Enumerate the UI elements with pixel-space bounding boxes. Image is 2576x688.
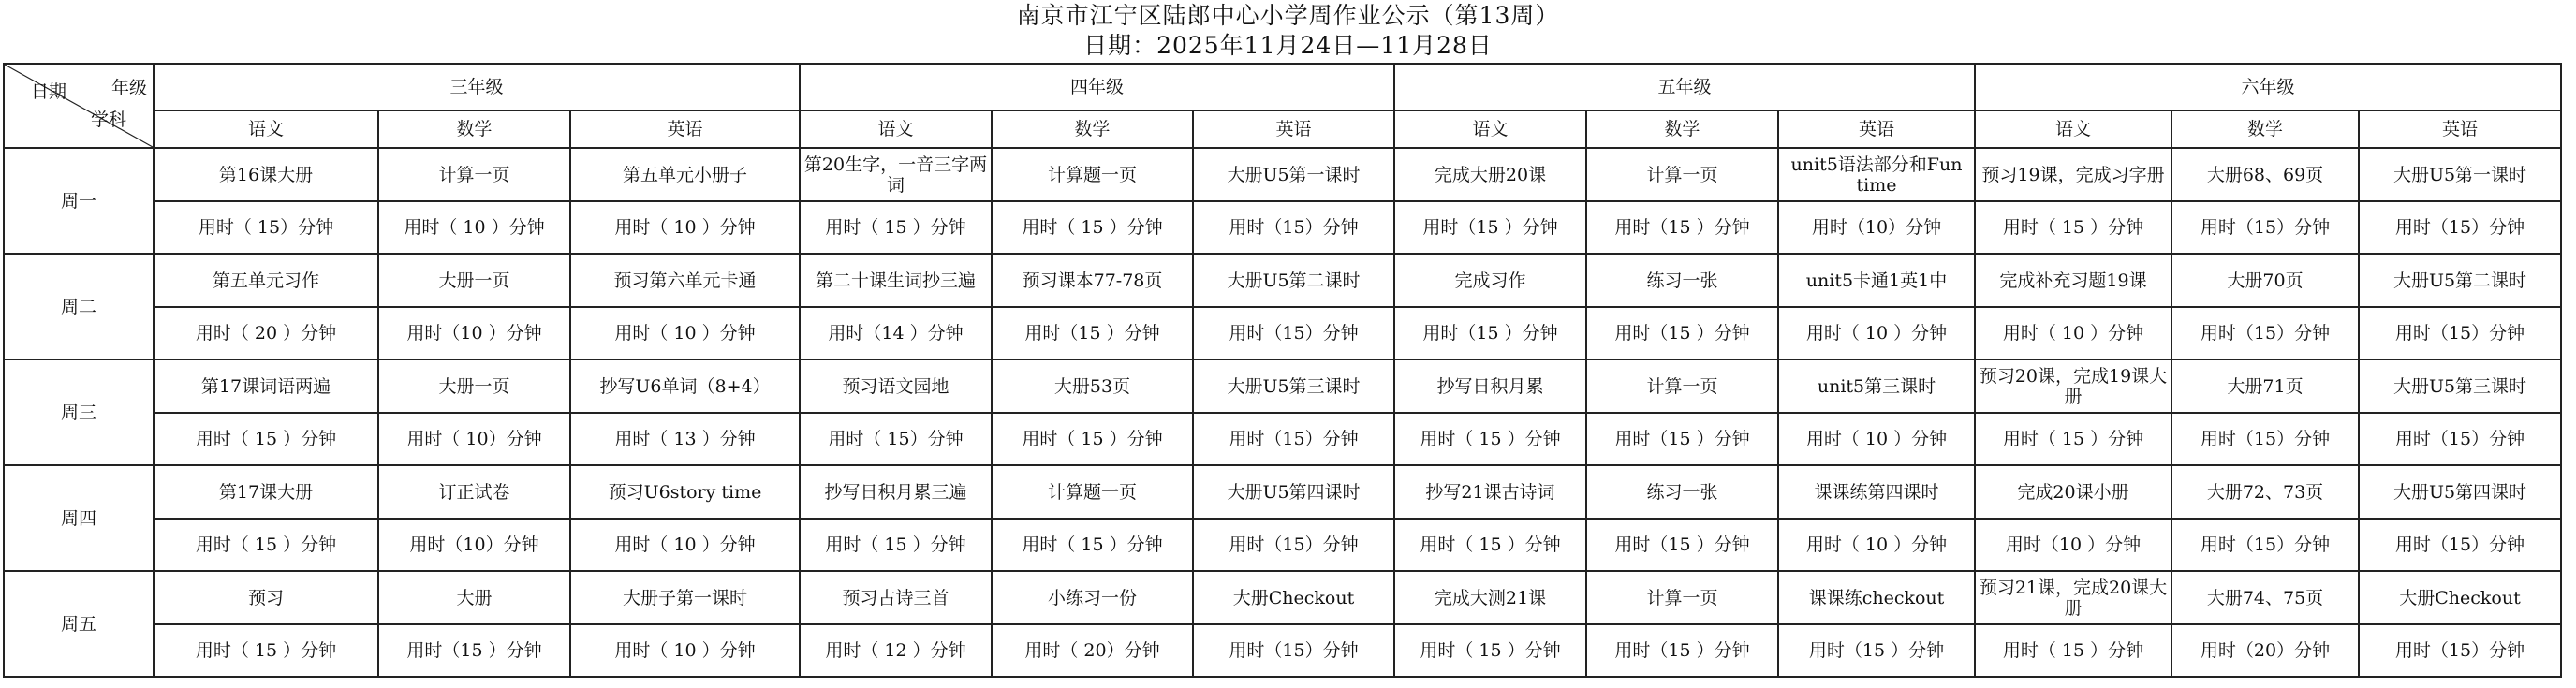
subject-header: 数学 bbox=[1586, 110, 1778, 148]
time-cell: 用时（15）分钟 bbox=[2359, 201, 2561, 254]
task-cell: 大册Checkout bbox=[1193, 571, 1394, 624]
time-cell: 用时（ 15）分钟 bbox=[154, 201, 378, 254]
time-cell: 用时（ 15 ）分钟 bbox=[1394, 413, 1586, 465]
time-cell: 用时（ 15 ）分钟 bbox=[992, 519, 1193, 571]
task-cell: 大册74、75页 bbox=[2171, 571, 2359, 624]
task-cell: 大册53页 bbox=[992, 359, 1193, 413]
corner-date-label: 日期 bbox=[31, 81, 67, 102]
time-cell: 用时（ 10 ）分钟 bbox=[1778, 519, 1975, 571]
day-label: 周四 bbox=[4, 465, 154, 571]
time-cell: 用时（ 15 ）分钟 bbox=[992, 413, 1193, 465]
task-row bbox=[4, 359, 2561, 413]
time-cell: 用时（15）分钟 bbox=[2359, 624, 2561, 677]
task-cell: 完成20课小册 bbox=[1975, 465, 2171, 519]
time-cell: 用时（ 15 ）分钟 bbox=[992, 201, 1193, 254]
subject-header: 英语 bbox=[2359, 110, 2561, 148]
task-cell: 计算一页 bbox=[1586, 571, 1778, 624]
task-cell: 抄写日积月累 bbox=[1394, 359, 1586, 413]
time-cell: 用时（ 15 ）分钟 bbox=[154, 624, 378, 677]
time-cell: 用时（15）分钟 bbox=[2171, 413, 2359, 465]
task-cell: 计算一页 bbox=[378, 148, 570, 201]
time-cell: 用时（10）分钟 bbox=[1778, 201, 1975, 254]
time-cell: 用时（15 ）分钟 bbox=[1586, 413, 1778, 465]
time-cell: 用时（ 10 ）分钟 bbox=[570, 201, 800, 254]
task-cell: 计算一页 bbox=[1586, 359, 1778, 413]
grade-header: 三年级 bbox=[154, 64, 800, 110]
time-row bbox=[4, 201, 2561, 254]
time-cell: 用时（ 20）分钟 bbox=[992, 624, 1193, 677]
time-cell: 用时（ 15 ）分钟 bbox=[1975, 201, 2171, 254]
time-cell: 用时（15 ）分钟 bbox=[378, 624, 570, 677]
task-cell: 第五单元小册子 bbox=[570, 148, 800, 201]
time-cell: 用时（14 ）分钟 bbox=[800, 307, 992, 359]
task-row bbox=[4, 465, 2561, 519]
task-cell: 预习20课，完成19课大册 bbox=[1975, 359, 2171, 413]
time-cell: 用时（ 10 ）分钟 bbox=[378, 201, 570, 254]
time-cell: 用时（15）分钟 bbox=[1193, 307, 1394, 359]
day-label: 周三 bbox=[4, 359, 154, 465]
task-cell: 完成大册20课 bbox=[1394, 148, 1586, 201]
task-cell: 抄写U6单词（8+4） bbox=[570, 359, 800, 413]
day-label: 周二 bbox=[4, 254, 154, 359]
time-cell: 用时（15 ）分钟 bbox=[1586, 624, 1778, 677]
time-cell: 用时（15）分钟 bbox=[1193, 201, 1394, 254]
subject-header: 数学 bbox=[992, 110, 1193, 148]
task-cell: 课课练checkout bbox=[1778, 571, 1975, 624]
time-cell: 用时（ 15 ）分钟 bbox=[1394, 624, 1586, 677]
time-cell: 用时（15）分钟 bbox=[1193, 413, 1394, 465]
task-cell: 大册 bbox=[378, 571, 570, 624]
task-cell: 第16课大册 bbox=[154, 148, 378, 201]
task-cell: 完成大测21课 bbox=[1394, 571, 1586, 624]
day-label: 周一 bbox=[4, 148, 154, 254]
time-cell: 用时（ 13 ）分钟 bbox=[570, 413, 800, 465]
grade-header: 六年级 bbox=[1975, 64, 2561, 110]
time-cell: 用时（ 15 ）分钟 bbox=[154, 413, 378, 465]
task-cell: 抄写21课古诗词 bbox=[1394, 465, 1586, 519]
subject-header: 英语 bbox=[1193, 110, 1394, 148]
time-cell: 用时（ 10 ）分钟 bbox=[1975, 307, 2171, 359]
time-cell: 用时（15）分钟 bbox=[2359, 307, 2561, 359]
task-cell: 完成习作 bbox=[1394, 254, 1586, 307]
date-range: 日期：2025年11月24日—11月28日 bbox=[1083, 32, 1493, 59]
task-row bbox=[4, 571, 2561, 624]
grade-header: 五年级 bbox=[1394, 64, 1975, 110]
subject-header: 语文 bbox=[800, 110, 992, 148]
task-cell: 第五单元习作 bbox=[154, 254, 378, 307]
subject-header: 语文 bbox=[154, 110, 378, 148]
time-cell: 用时（ 10 ）分钟 bbox=[1778, 413, 1975, 465]
time-cell: 用时（ 12 ）分钟 bbox=[800, 624, 992, 677]
task-row bbox=[4, 254, 2561, 307]
corner-grade-label: 年级 bbox=[110, 78, 147, 98]
time-cell: 用时（ 15 ）分钟 bbox=[1394, 519, 1586, 571]
task-cell: 大册U5第四课时 bbox=[2359, 465, 2561, 519]
task-cell: 大册U5第一课时 bbox=[2359, 148, 2561, 201]
task-cell: unit5卡通1英1中 bbox=[1778, 254, 1975, 307]
task-cell: 预习U6story time bbox=[570, 465, 800, 519]
task-cell: 预习语文园地 bbox=[800, 359, 992, 413]
task-cell: 预习古诗三首 bbox=[800, 571, 992, 624]
homework-table bbox=[3, 63, 2562, 678]
task-cell: 大册U5第二课时 bbox=[1193, 254, 1394, 307]
task-cell: 大册U5第四课时 bbox=[1193, 465, 1394, 519]
subject-header: 语文 bbox=[1394, 110, 1586, 148]
time-cell: 用时（ 15 ）分钟 bbox=[1975, 413, 2171, 465]
corner-subject-label: 学科 bbox=[90, 110, 126, 130]
time-cell: 用时（15 ）分钟 bbox=[1586, 519, 1778, 571]
task-cell: 订正试卷 bbox=[378, 465, 570, 519]
time-cell: 用时（10）分钟 bbox=[378, 519, 570, 571]
subject-header: 语文 bbox=[1975, 110, 2171, 148]
time-cell: 用时（15 ）分钟 bbox=[1586, 307, 1778, 359]
time-cell: 用时（20）分钟 bbox=[2171, 624, 2359, 677]
time-cell: 用时（ 10 ）分钟 bbox=[1778, 307, 1975, 359]
task-cell: 第二十课生词抄三遍 bbox=[800, 254, 992, 307]
task-cell: 预习21课，完成20课大册 bbox=[1975, 571, 2171, 624]
time-cell: 用时（ 15 ）分钟 bbox=[154, 519, 378, 571]
subject-header-row bbox=[4, 110, 2561, 148]
task-cell: 大册一页 bbox=[378, 254, 570, 307]
time-cell: 用时（15）分钟 bbox=[2171, 519, 2359, 571]
time-cell: 用时（15）分钟 bbox=[2171, 201, 2359, 254]
page-title: 南京市江宁区陆郎中心小学周作业公示（第13周） bbox=[1016, 2, 1560, 29]
subject-header: 数学 bbox=[378, 110, 570, 148]
task-cell: 预习课本77-78页 bbox=[992, 254, 1193, 307]
corner-cell bbox=[4, 64, 154, 148]
task-cell: unit5语法部分和Fun time bbox=[1778, 148, 1975, 201]
task-cell: 计算题一页 bbox=[992, 148, 1193, 201]
task-cell: 计算一页 bbox=[1586, 148, 1778, 201]
task-cell: 练习一张 bbox=[1586, 254, 1778, 307]
homework-body bbox=[4, 148, 2561, 677]
task-cell: 大册U5第二课时 bbox=[2359, 254, 2561, 307]
time-cell: 用时（ 10 ）分钟 bbox=[570, 624, 800, 677]
task-cell: 练习一张 bbox=[1586, 465, 1778, 519]
time-row bbox=[4, 624, 2561, 677]
time-cell: 用时（ 20 ）分钟 bbox=[154, 307, 378, 359]
task-cell: 大册68、69页 bbox=[2171, 148, 2359, 201]
time-cell: 用时（15 ）分钟 bbox=[1394, 201, 1586, 254]
time-row bbox=[4, 413, 2561, 465]
task-cell: 完成补充习题19课 bbox=[1975, 254, 2171, 307]
time-cell: 用时（10 ）分钟 bbox=[378, 307, 570, 359]
task-cell: 大册71页 bbox=[2171, 359, 2359, 413]
day-label: 周五 bbox=[4, 571, 154, 677]
task-cell: 课课练第四课时 bbox=[1778, 465, 1975, 519]
page-header bbox=[0, 0, 2576, 60]
time-cell: 用时（15）分钟 bbox=[1193, 624, 1394, 677]
task-cell: 大册Checkout bbox=[2359, 571, 2561, 624]
task-cell: 小练习一份 bbox=[992, 571, 1193, 624]
time-cell: 用时（ 15 ）分钟 bbox=[800, 201, 992, 254]
time-cell: 用时（15）分钟 bbox=[2171, 307, 2359, 359]
time-cell: 用时（15）分钟 bbox=[2359, 413, 2561, 465]
task-cell: 预习 bbox=[154, 571, 378, 624]
time-cell: 用时（15 ）分钟 bbox=[1394, 307, 1586, 359]
task-cell: 大册子第一课时 bbox=[570, 571, 800, 624]
task-cell: 第20生字，一音三字两词 bbox=[800, 148, 992, 201]
task-cell: 第17课大册 bbox=[154, 465, 378, 519]
task-cell: 大册70页 bbox=[2171, 254, 2359, 307]
task-cell: 预习第六单元卡通 bbox=[570, 254, 800, 307]
time-cell: 用时（ 15 ）分钟 bbox=[800, 519, 992, 571]
grade-header: 四年级 bbox=[800, 64, 1394, 110]
time-cell: 用时（15）分钟 bbox=[1193, 519, 1394, 571]
task-cell: 大册一页 bbox=[378, 359, 570, 413]
task-cell: 抄写日积月累三遍 bbox=[800, 465, 992, 519]
time-cell: 用时（15 ）分钟 bbox=[1586, 201, 1778, 254]
time-cell: 用时（10 ）分钟 bbox=[1975, 519, 2171, 571]
time-cell: 用时（ 15）分钟 bbox=[800, 413, 992, 465]
task-cell: 第17课词语两遍 bbox=[154, 359, 378, 413]
grade-header-row bbox=[4, 64, 2561, 110]
time-cell: 用时（15 ）分钟 bbox=[1778, 624, 1975, 677]
time-cell: 用时（ 10 ）分钟 bbox=[570, 519, 800, 571]
task-cell: 大册U5第一课时 bbox=[1193, 148, 1394, 201]
subject-header: 英语 bbox=[570, 110, 800, 148]
task-cell: 预习19课，完成习字册 bbox=[1975, 148, 2171, 201]
task-cell: 计算题一页 bbox=[992, 465, 1193, 519]
time-cell: 用时（15）分钟 bbox=[2359, 519, 2561, 571]
task-cell: 大册U5第三课时 bbox=[1193, 359, 1394, 413]
task-cell: 大册72、73页 bbox=[2171, 465, 2359, 519]
task-cell: unit5第三课时 bbox=[1778, 359, 1975, 413]
time-cell: 用时（ 10）分钟 bbox=[378, 413, 570, 465]
task-row bbox=[4, 148, 2561, 201]
task-cell: 大册U5第三课时 bbox=[2359, 359, 2561, 413]
time-cell: 用时（ 10 ）分钟 bbox=[570, 307, 800, 359]
subject-header: 数学 bbox=[2171, 110, 2359, 148]
time-cell: 用时（15 ）分钟 bbox=[992, 307, 1193, 359]
subject-header: 英语 bbox=[1778, 110, 1975, 148]
time-cell: 用时（ 15 ）分钟 bbox=[1975, 624, 2171, 677]
time-row bbox=[4, 519, 2561, 571]
time-row bbox=[4, 307, 2561, 359]
